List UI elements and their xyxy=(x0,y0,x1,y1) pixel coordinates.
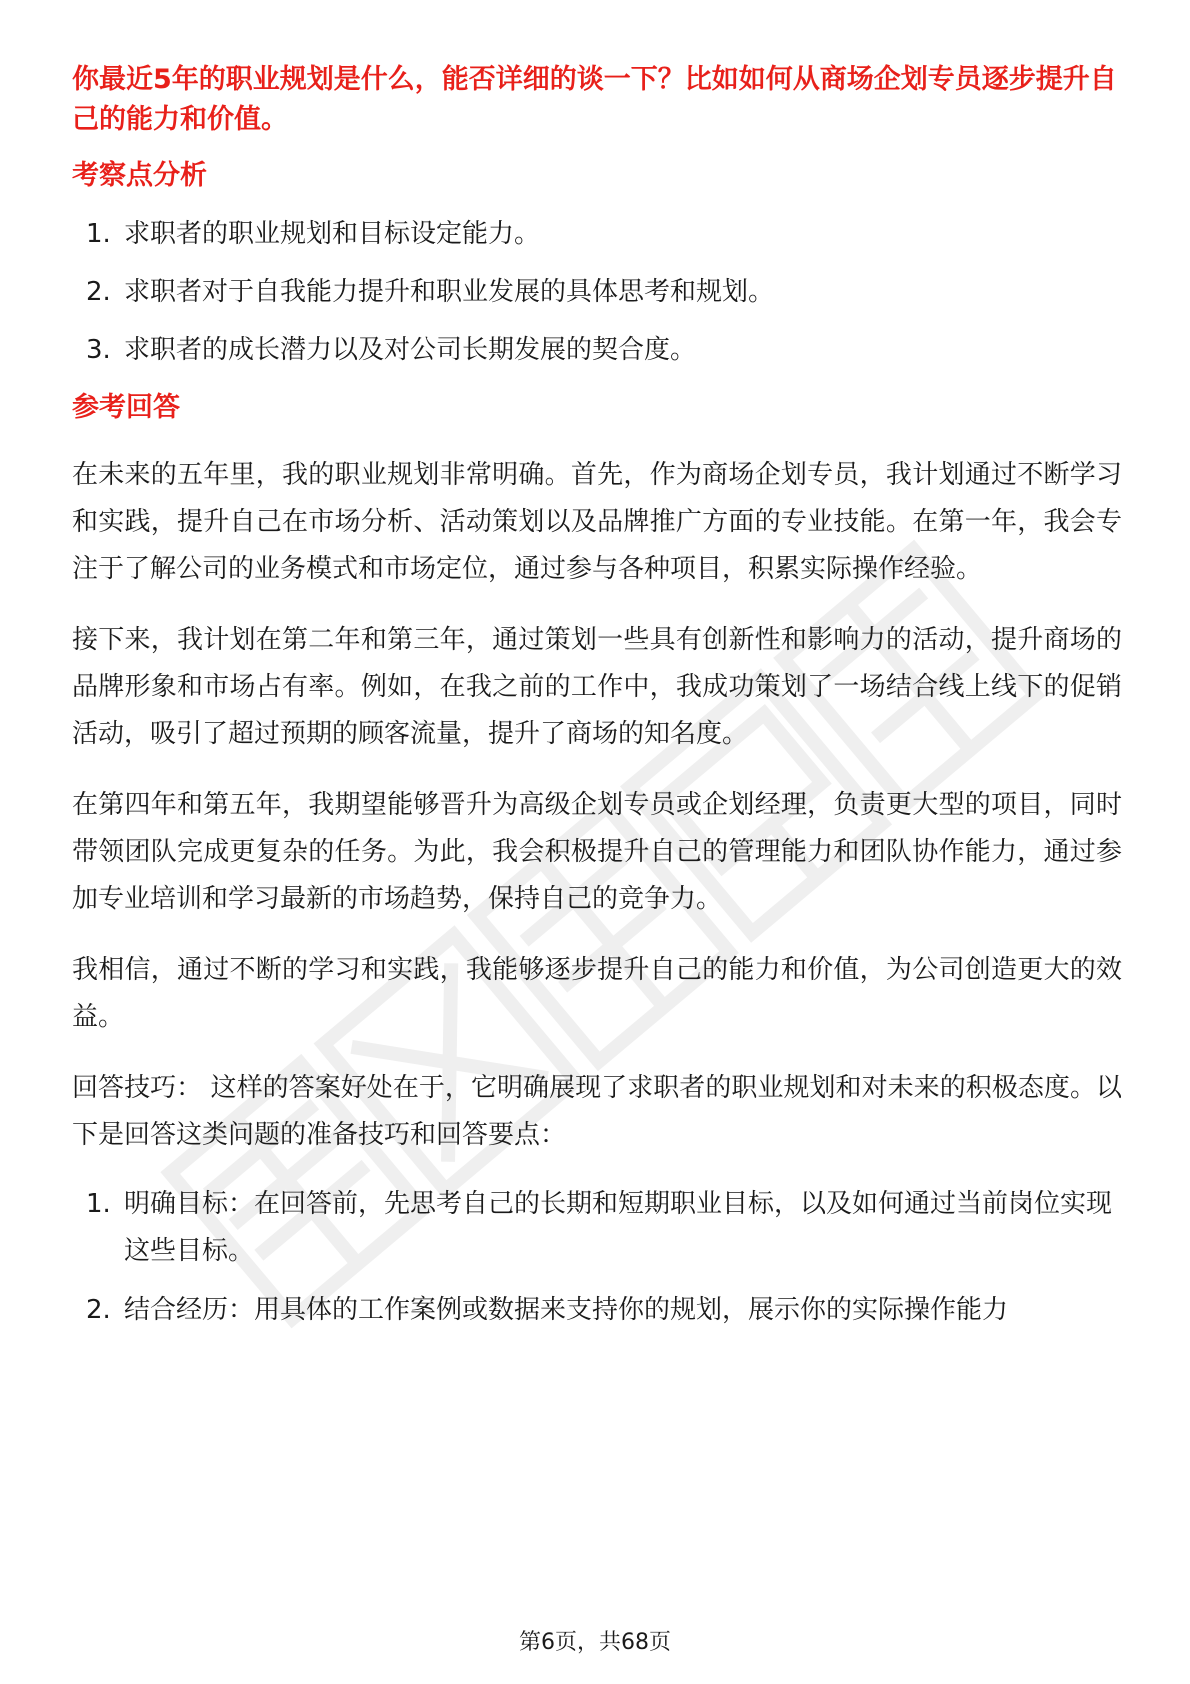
list-item xyxy=(72,1181,1122,1275)
list-item xyxy=(72,214,1122,254)
list-item xyxy=(72,272,1122,312)
answer-paragraph: 在未来的五年里，我的职业规划非常明确。首先，作为商场企划专员，我计划通过不断学习和实践，提升自己在市场分析、活动策划以及品牌推广方面的专业技能。在第一年，我会专注于了解公司的业务模式和市场定位，通过参与各种项目，积累实际操作经验。 xyxy=(72,460,1122,584)
question-title: 你最近5年的职业规划是什么，能否详细的谈一下？比如如何从商场企划专员逐步提升自己的能力和价值。 xyxy=(72,64,1117,135)
list-item-text: 明确目标：在回答前，先思考自己的长期和短期职业目标，以及如何通过当前岗位实现这些目标。 xyxy=(124,1189,1113,1266)
analysis-list xyxy=(72,214,1122,370)
list-number: 2. xyxy=(86,1295,111,1325)
answer-paragraph: 在第四年和第五年，我期望能够晋升为高级企划专员或企划经理，负责更大型的项目，同时带领团队完成更复杂的任务。为此，我会积极提升自己的管理能力和团队协作能力，通过参加专业培训和学习最新的市场趋势，保持自己的竞争力。 xyxy=(72,790,1122,914)
list-number: 2. xyxy=(86,277,111,307)
page-number-footer: 第6页，共68页 xyxy=(519,1630,671,1655)
list-item-text: 求职者对于自我能力提升和职业发展的具体思考和规划。 xyxy=(124,277,775,307)
answer-tips-intro: 回答技巧： 这样的答案好处在于，它明确展现了求职者的职业规划和对未来的积极态度。以下是回答这类问题的准备技巧和回答要点： xyxy=(72,1073,1122,1150)
answer-paragraph: 接下来，我计划在第二年和第三年，通过策划一些具有创新性和影响力的活动，提升商场的品牌形象和市场占有率。例如，在我之前的工作中，我成功策划了一场结合线上线下的促销活动，吸引了超过预期的顾客流量，提升了商场的知名度。 xyxy=(72,625,1122,749)
list-item xyxy=(72,330,1122,370)
document-body xyxy=(72,60,1122,1346)
list-number: 3. xyxy=(86,335,111,365)
list-number: 1. xyxy=(86,1189,111,1219)
list-item-text: 求职者的成长潜力以及对公司长期发展的契合度。 xyxy=(124,335,697,365)
analysis-heading: 考察点分析 xyxy=(72,160,207,191)
list-item xyxy=(72,1287,1122,1334)
tips-list xyxy=(72,1181,1122,1334)
list-item-text: 结合经历：用具体的工作案例或数据来支持你的规划，展示你的实际操作能力 xyxy=(124,1295,1009,1325)
list-number: 1. xyxy=(86,219,111,249)
answer-heading: 参考回答 xyxy=(72,392,180,423)
answer-paragraph: 我相信，通过不断的学习和实践，我能够逐步提升自己的能力和价值，为公司创造更大的效益。 xyxy=(72,955,1122,1032)
list-item-text: 求职者的职业规划和目标设定能力。 xyxy=(124,219,541,249)
